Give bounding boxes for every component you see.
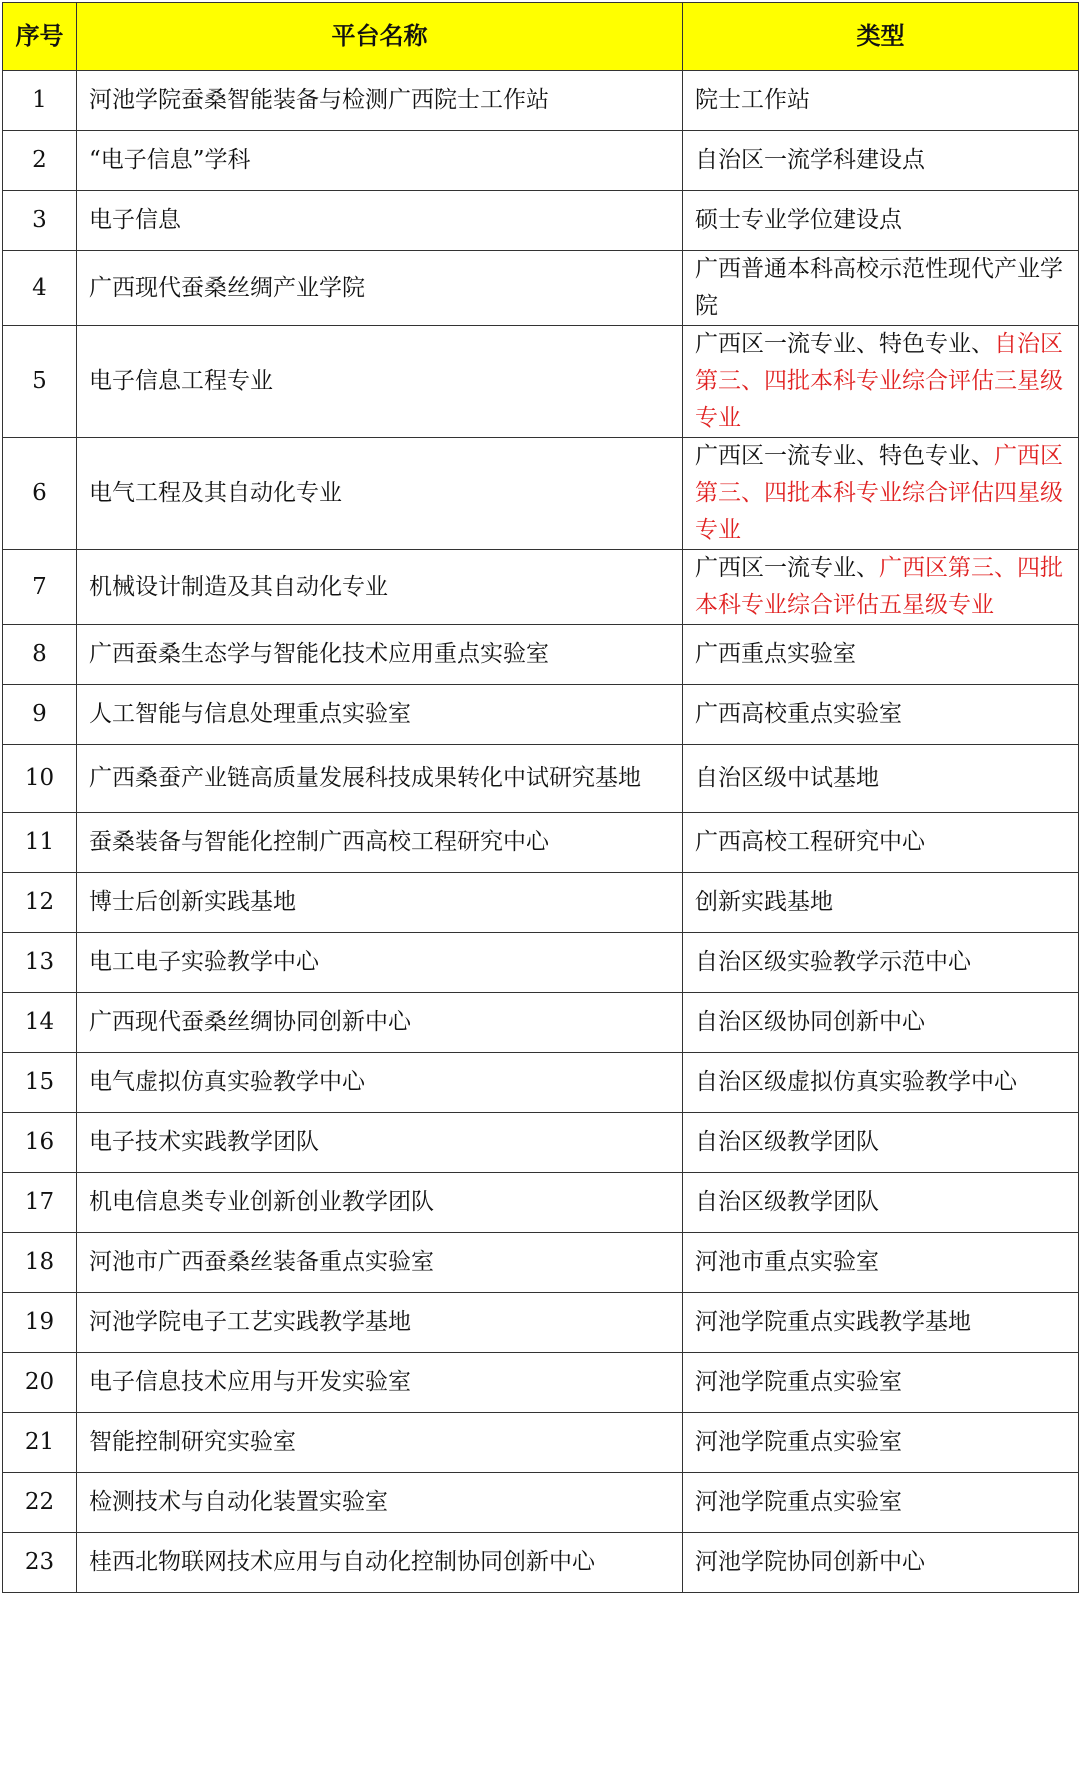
type-text: 自治区级教学团队	[695, 1189, 879, 1215]
type-text: 自治区一流学科建设点	[695, 147, 925, 173]
platform-type	[683, 191, 1079, 251]
type-text: 广西重点实验室	[695, 641, 856, 667]
row-number: 14	[3, 993, 77, 1053]
row-number: 11	[3, 813, 77, 873]
type-text: 院士工作站	[695, 87, 810, 113]
row-number: 23	[3, 1533, 77, 1593]
table-row	[3, 326, 1079, 438]
row-number: 19	[3, 1293, 77, 1353]
platform-type	[683, 873, 1079, 933]
platform-name: 博士后创新实践基地	[77, 873, 683, 933]
row-number: 18	[3, 1233, 77, 1293]
row-number: 12	[3, 873, 77, 933]
row-number: 6	[3, 438, 77, 550]
table-row	[3, 251, 1079, 326]
platform-type	[683, 1233, 1079, 1293]
row-number: 3	[3, 191, 77, 251]
platform-type	[683, 1413, 1079, 1473]
platform-name: 广西现代蚕桑丝绸产业学院	[77, 251, 683, 326]
platform-type	[683, 1533, 1079, 1593]
type-text: 硕士专业学位建设点	[695, 207, 902, 233]
row-number: 4	[3, 251, 77, 326]
row-number: 10	[3, 745, 77, 813]
platform-name: 人工智能与信息处理重点实验室	[77, 685, 683, 745]
header-name: 平台名称	[77, 3, 683, 71]
table-row	[3, 1533, 1079, 1593]
row-number: 13	[3, 933, 77, 993]
table-row	[3, 191, 1079, 251]
type-text: 广西高校工程研究中心	[695, 829, 925, 855]
platform-name: 电气工程及其自动化专业	[77, 438, 683, 550]
row-number: 20	[3, 1353, 77, 1413]
row-number: 22	[3, 1473, 77, 1533]
type-text: 自治区级中试基地	[695, 765, 879, 791]
type-text: 河池学院协同创新中心	[695, 1549, 925, 1575]
row-number: 7	[3, 550, 77, 625]
platform-name: “电子信息”学科	[77, 131, 683, 191]
platform-type	[683, 1473, 1079, 1533]
table-row	[3, 1173, 1079, 1233]
row-number: 16	[3, 1113, 77, 1173]
type-text: 河池学院重点实验室	[695, 1369, 902, 1395]
row-number: 17	[3, 1173, 77, 1233]
row-number: 5	[3, 326, 77, 438]
table-row	[3, 685, 1079, 745]
type-text: 广西区一流专业、特色专业、	[695, 443, 994, 469]
platform-type	[683, 1173, 1079, 1233]
type-text: 广西区一流专业、特色专业、	[695, 331, 994, 357]
platform-type	[683, 1353, 1079, 1413]
table-row	[3, 1413, 1079, 1473]
platform-type	[683, 438, 1079, 550]
type-highlight-text: 广西区第三、四批本科专业综合评估四星级专业	[695, 443, 1063, 543]
platform-type	[683, 813, 1079, 873]
table-row	[3, 813, 1079, 873]
table-row	[3, 1353, 1079, 1413]
platform-type	[683, 933, 1079, 993]
header-num: 序号	[3, 3, 77, 71]
table-row	[3, 1233, 1079, 1293]
type-text: 广西高校重点实验室	[695, 701, 902, 727]
platform-type	[683, 1293, 1079, 1353]
platform-name: 桂西北物联网技术应用与自动化控制协同创新中心	[77, 1533, 683, 1593]
platform-name: 河池学院电子工艺实践教学基地	[77, 1293, 683, 1353]
platform-type	[683, 1053, 1079, 1113]
table-header-row	[3, 3, 1079, 71]
table-row	[3, 625, 1079, 685]
row-number: 2	[3, 131, 77, 191]
platform-name: 电子信息技术应用与开发实验室	[77, 1353, 683, 1413]
type-text: 河池学院重点实验室	[695, 1489, 902, 1515]
row-number: 8	[3, 625, 77, 685]
platform-name: 河池学院蚕桑智能装备与检测广西院士工作站	[77, 71, 683, 131]
platform-type	[683, 550, 1079, 625]
table-row	[3, 745, 1079, 813]
table-row	[3, 873, 1079, 933]
type-text: 广西普通本科高校示范性现代产业学院	[695, 256, 1063, 319]
platform-name: 广西现代蚕桑丝绸协同创新中心	[77, 993, 683, 1053]
row-number: 21	[3, 1413, 77, 1473]
platform-name: 电子信息工程专业	[77, 326, 683, 438]
platform-type	[683, 71, 1079, 131]
platform-name: 广西桑蚕产业链高质量发展科技成果转化中试研究基地	[77, 745, 683, 813]
platform-name: 电子信息	[77, 191, 683, 251]
type-text: 自治区级协同创新中心	[695, 1009, 925, 1035]
platform-type	[683, 251, 1079, 326]
table-row	[3, 438, 1079, 550]
platform-name: 河池市广西蚕桑丝装备重点实验室	[77, 1233, 683, 1293]
platform-name: 电气虚拟仿真实验教学中心	[77, 1053, 683, 1113]
platform-name: 电子技术实践教学团队	[77, 1113, 683, 1173]
platform-name: 机械设计制造及其自动化专业	[77, 550, 683, 625]
platform-name: 蚕桑装备与智能化控制广西高校工程研究中心	[77, 813, 683, 873]
table-row	[3, 550, 1079, 625]
row-number: 15	[3, 1053, 77, 1113]
type-text: 河池学院重点实践教学基地	[695, 1309, 971, 1335]
row-number: 9	[3, 685, 77, 745]
type-highlight-text: 自治区第三、四批本科专业综合评估三星级专业	[695, 331, 1063, 431]
platform-name: 电工电子实验教学中心	[77, 933, 683, 993]
table-row	[3, 1293, 1079, 1353]
platform-name: 智能控制研究实验室	[77, 1413, 683, 1473]
table-row	[3, 933, 1079, 993]
type-highlight-text: 广西区第三、四批本科专业综合评估五星级专业	[695, 555, 1063, 618]
platform-type	[683, 745, 1079, 813]
platform-type	[683, 625, 1079, 685]
type-text: 河池市重点实验室	[695, 1249, 879, 1275]
platform-name: 检测技术与自动化装置实验室	[77, 1473, 683, 1533]
platform-type	[683, 131, 1079, 191]
type-text: 创新实践基地	[695, 889, 833, 915]
table-row	[3, 131, 1079, 191]
table-row	[3, 1113, 1079, 1173]
table-body	[3, 71, 1079, 1593]
platform-type	[683, 326, 1079, 438]
platform-name: 机电信息类专业创新创业教学团队	[77, 1173, 683, 1233]
table-row	[3, 1473, 1079, 1533]
platform-type	[683, 1113, 1079, 1173]
type-text: 广西区一流专业、	[695, 555, 879, 581]
type-text: 自治区级教学团队	[695, 1129, 879, 1155]
type-text: 自治区级虚拟仿真实验教学中心	[695, 1069, 1017, 1095]
row-number: 1	[3, 71, 77, 131]
platform-type	[683, 993, 1079, 1053]
table-row	[3, 993, 1079, 1053]
platform-type	[683, 685, 1079, 745]
type-text: 自治区级实验教学示范中心	[695, 949, 971, 975]
type-text: 河池学院重点实验室	[695, 1429, 902, 1455]
platform-name: 广西蚕桑生态学与智能化技术应用重点实验室	[77, 625, 683, 685]
platform-table	[2, 2, 1079, 1593]
table-row	[3, 71, 1079, 131]
table-row	[3, 1053, 1079, 1113]
header-type: 类型	[683, 3, 1079, 71]
